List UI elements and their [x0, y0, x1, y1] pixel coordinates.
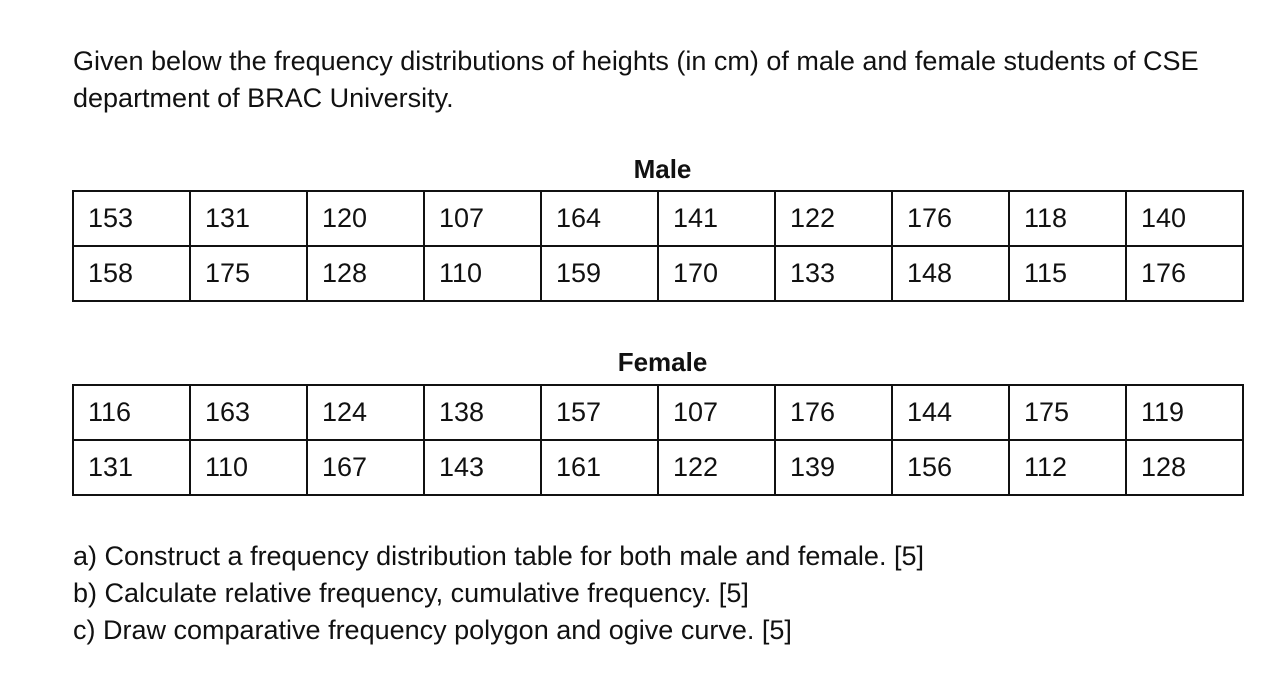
table-cell: 141 — [658, 191, 775, 246]
male-heights-table — [72, 190, 1244, 302]
table-cell: 164 — [541, 191, 658, 246]
table-cell: 140 — [1126, 191, 1243, 246]
table-row — [73, 385, 1243, 440]
table-cell: 156 — [892, 440, 1009, 495]
table-cell: 167 — [307, 440, 424, 495]
table-cell: 120 — [307, 191, 424, 246]
table-cell: 131 — [73, 440, 190, 495]
intro-paragraph: Given below the frequency distributions of heights (in cm) of male and female students of CSE department of BRAC University. — [73, 46, 1199, 113]
table-cell: 163 — [190, 385, 307, 440]
table-cell: 175 — [1009, 385, 1126, 440]
table-cell: 176 — [775, 385, 892, 440]
table-cell: 148 — [892, 246, 1009, 301]
table-cell: 110 — [190, 440, 307, 495]
table-cell: 138 — [424, 385, 541, 440]
table-row — [73, 191, 1243, 246]
table-cell: 122 — [658, 440, 775, 495]
male-table-title: Male — [633, 154, 692, 184]
table-cell: 110 — [424, 246, 541, 301]
table-cell: 133 — [775, 246, 892, 301]
table-cell: 128 — [307, 246, 424, 301]
table-cell: 107 — [424, 191, 541, 246]
table-cell: 176 — [1126, 246, 1243, 301]
table-cell: 161 — [541, 440, 658, 495]
table-cell: 158 — [73, 246, 190, 301]
table-cell: 157 — [541, 385, 658, 440]
question-list — [73, 538, 924, 649]
question-item: a) Construct a frequency distribution table for both male and female. [5] — [73, 541, 924, 571]
question-item: c) Draw comparative frequency polygon and ogive curve. [5] — [73, 615, 792, 645]
table-cell: 118 — [1009, 191, 1126, 246]
female-heights-table — [72, 384, 1244, 496]
table-cell: 128 — [1126, 440, 1243, 495]
table-cell: 175 — [190, 246, 307, 301]
table-cell: 115 — [1009, 246, 1126, 301]
table-cell: 170 — [658, 246, 775, 301]
table-cell: 139 — [775, 440, 892, 495]
table-cell: 119 — [1126, 385, 1243, 440]
female-table-title: Female — [617, 347, 708, 377]
table-cell: 124 — [307, 385, 424, 440]
question-item: b) Calculate relative frequency, cumulative frequency. [5] — [73, 578, 749, 608]
table-cell: 122 — [775, 191, 892, 246]
table-cell: 112 — [1009, 440, 1126, 495]
table-cell: 176 — [892, 191, 1009, 246]
table-cell: 131 — [190, 191, 307, 246]
table-cell: 144 — [892, 385, 1009, 440]
table-row — [73, 440, 1243, 495]
table-cell: 143 — [424, 440, 541, 495]
table-cell: 159 — [541, 246, 658, 301]
table-row — [73, 246, 1243, 301]
table-cell: 107 — [658, 385, 775, 440]
table-cell: 153 — [73, 191, 190, 246]
table-cell: 116 — [73, 385, 190, 440]
